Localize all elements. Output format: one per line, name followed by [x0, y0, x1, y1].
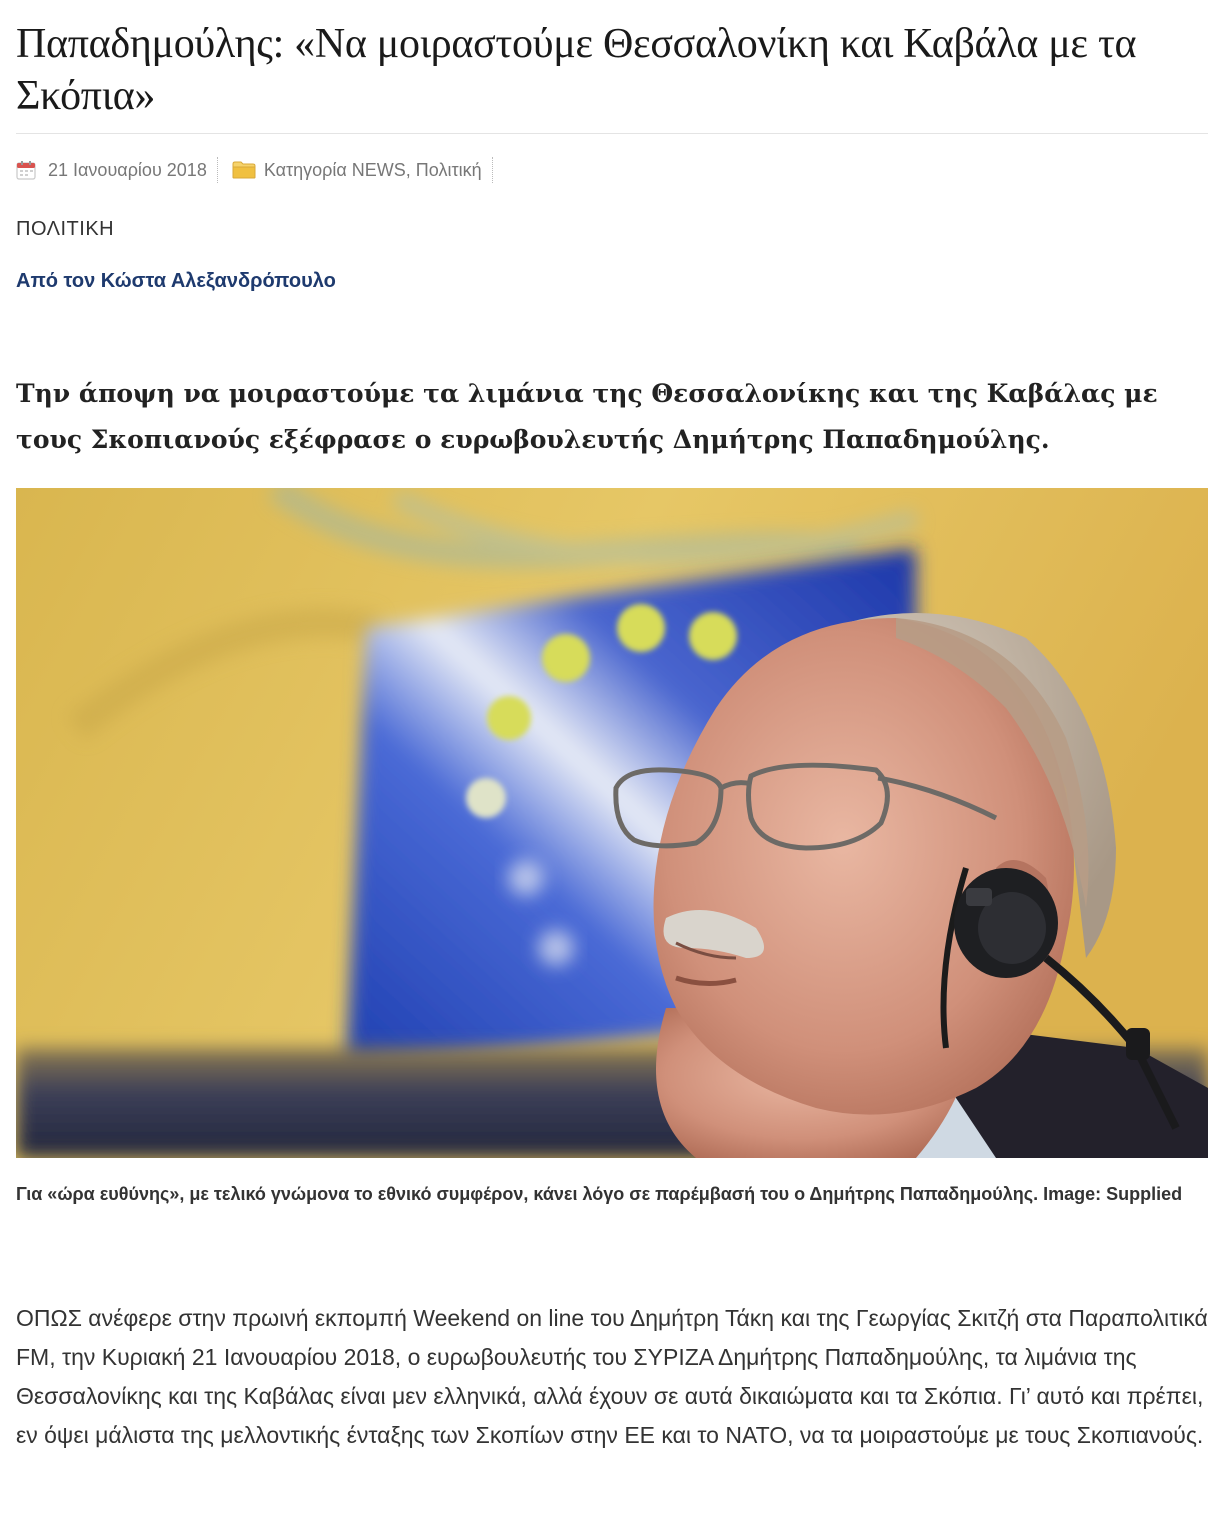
title-divider: [16, 133, 1208, 134]
article-photo: [16, 488, 1208, 1158]
article-body: ΟΠΩΣ ανέφερε στην πρωινή εκπομπή Weekend on line του Δημήτρη Τάκη και της Γεωργίας Σκιτζή στα Παραπολιτικά FM, την Κυριακή 21 Ιανουαρίου 2018, ο ευρωβουλευτής του ΣΥΡΙΖΑ Δημήτρης Παπαδημούλης, τα λιμάνια της Θεσσαλονίκης και της Καβάλας είναι μεν ελληνικά, αλλά έχουν σε αυτά δικαιώματα και τα Σκόπια. Γι’ αυτό και πρέπει, εν όψει μάλιστα της μελλοντικής ένταξης των Σκοπίων στην ΕΕ και το ΝΑΤΟ, να τα μοιραστούμε με τους Σκοπιανούς.: [16, 1305, 1208, 1448]
article-title: Παπαδημούλης: «Να μοιραστούμε Θεσσαλονίκη και Καβάλα με τα Σκόπια»: [16, 21, 1137, 119]
meta-date: [16, 157, 218, 183]
article-lead: Την άποψη να μοιραστούμε τα λιμάνια της Θεσσαλονίκης και της Καβάλας με τους Σκοπιανούς εξέφρασε ο ευρωβουλευτής Δημήτρης Παπαδημούλης.: [16, 379, 1158, 454]
calendar-icon: [16, 160, 36, 180]
meta-category-link[interactable]: Κατηγορία NEWS, Πολιτική: [263, 159, 482, 180]
meta-category: [232, 157, 493, 183]
article-meta: [16, 156, 493, 184]
meta-date-text: 21 Ιανουαρίου 2018: [48, 159, 207, 180]
photo-caption: Για «ώρα ευθύνης», με τελικό γνώμονα το εθνικό συμφέρον, κάνει λόγο σε παρέμβασή του ο Δημήτρης Παπαδημούλης. Image: Supplied: [16, 1184, 1183, 1204]
author-byline: Από τον Κώστα Αλεξανδρόπουλο: [16, 270, 336, 292]
section-label: ΠΟΛΙΤΙΚΗ: [16, 218, 115, 240]
folder-icon: [232, 161, 256, 179]
